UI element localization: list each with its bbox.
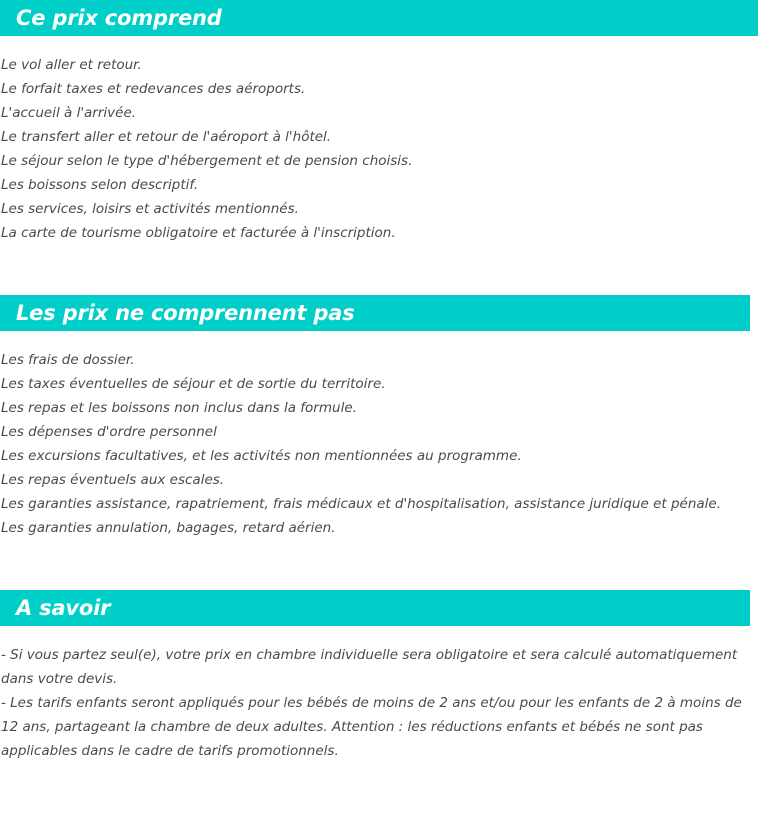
section-header-not-included: [0, 295, 750, 331]
section-title-not-included: Les prix ne comprennent pas: [16, 300, 355, 325]
spacer: [0, 245, 758, 295]
list-item: Les boissons selon descriptif.: [1, 177, 199, 193]
list-item: Les services, loisirs et activités mentionnés.: [1, 201, 299, 217]
section-title-good-to-know: A savoir: [16, 595, 111, 620]
list-item: Les repas éventuels aux escales.: [1, 472, 225, 488]
list-item: Les taxes éventuelles de séjour et de sortie du territoire.: [1, 376, 386, 392]
spacer: [0, 626, 758, 643]
section-body-good-to-know: [0, 643, 758, 763]
list-item: Les garanties annulation, bagages, retard aérien.: [1, 520, 336, 536]
section-title-included: Ce prix comprend: [16, 5, 222, 30]
list-item: Les excursions facultatives, et les activités non mentionnées au programme.: [1, 448, 522, 464]
list-item: La carte de tourisme obligatoire et facturée à l'inscription.: [1, 225, 396, 241]
list-item: Les frais de dossier.: [1, 352, 135, 368]
section-body-included: [0, 53, 758, 245]
list-item: Les garanties assistance, rapatriement, frais médicaux et d'hospitalisation, assistance juridique et pénale.: [1, 496, 722, 512]
list-item: Le vol aller et retour.: [1, 57, 142, 73]
paragraph: - Les tarifs enfants seront appliqués pour les bébés de moins de 2 ans et/ou pour les enfants de 2 à moins de 12 ans, partageant la chambre de deux adultes. Attention : les réductions enfants et bébés ne sont pas applicables dans le cadre de tarifs promotionnels.: [1, 695, 742, 759]
list-item: Les dépenses d'ordre personnel: [1, 424, 217, 440]
list-item: L'accueil à l'arrivée.: [1, 105, 137, 121]
spacer: [0, 331, 758, 348]
spacer: [0, 540, 758, 590]
paragraph: - Si vous partez seul(e), votre prix en chambre individuelle sera obligatoire et sera calculé automatiquement dans votre devis.: [1, 647, 738, 687]
section-header-good-to-know: [0, 590, 750, 626]
list-item: Les repas et les boissons non inclus dans la formule.: [1, 400, 357, 416]
section-header-included: [0, 0, 758, 36]
spacer: [0, 36, 758, 53]
list-item: Le forfait taxes et redevances des aéroports.: [1, 81, 306, 97]
section-body-not-included: [0, 348, 758, 540]
list-item: Le séjour selon le type d'hébergement et de pension choisis.: [1, 153, 413, 169]
list-item: Le transfert aller et retour de l'aéroport à l'hôtel.: [1, 129, 332, 145]
